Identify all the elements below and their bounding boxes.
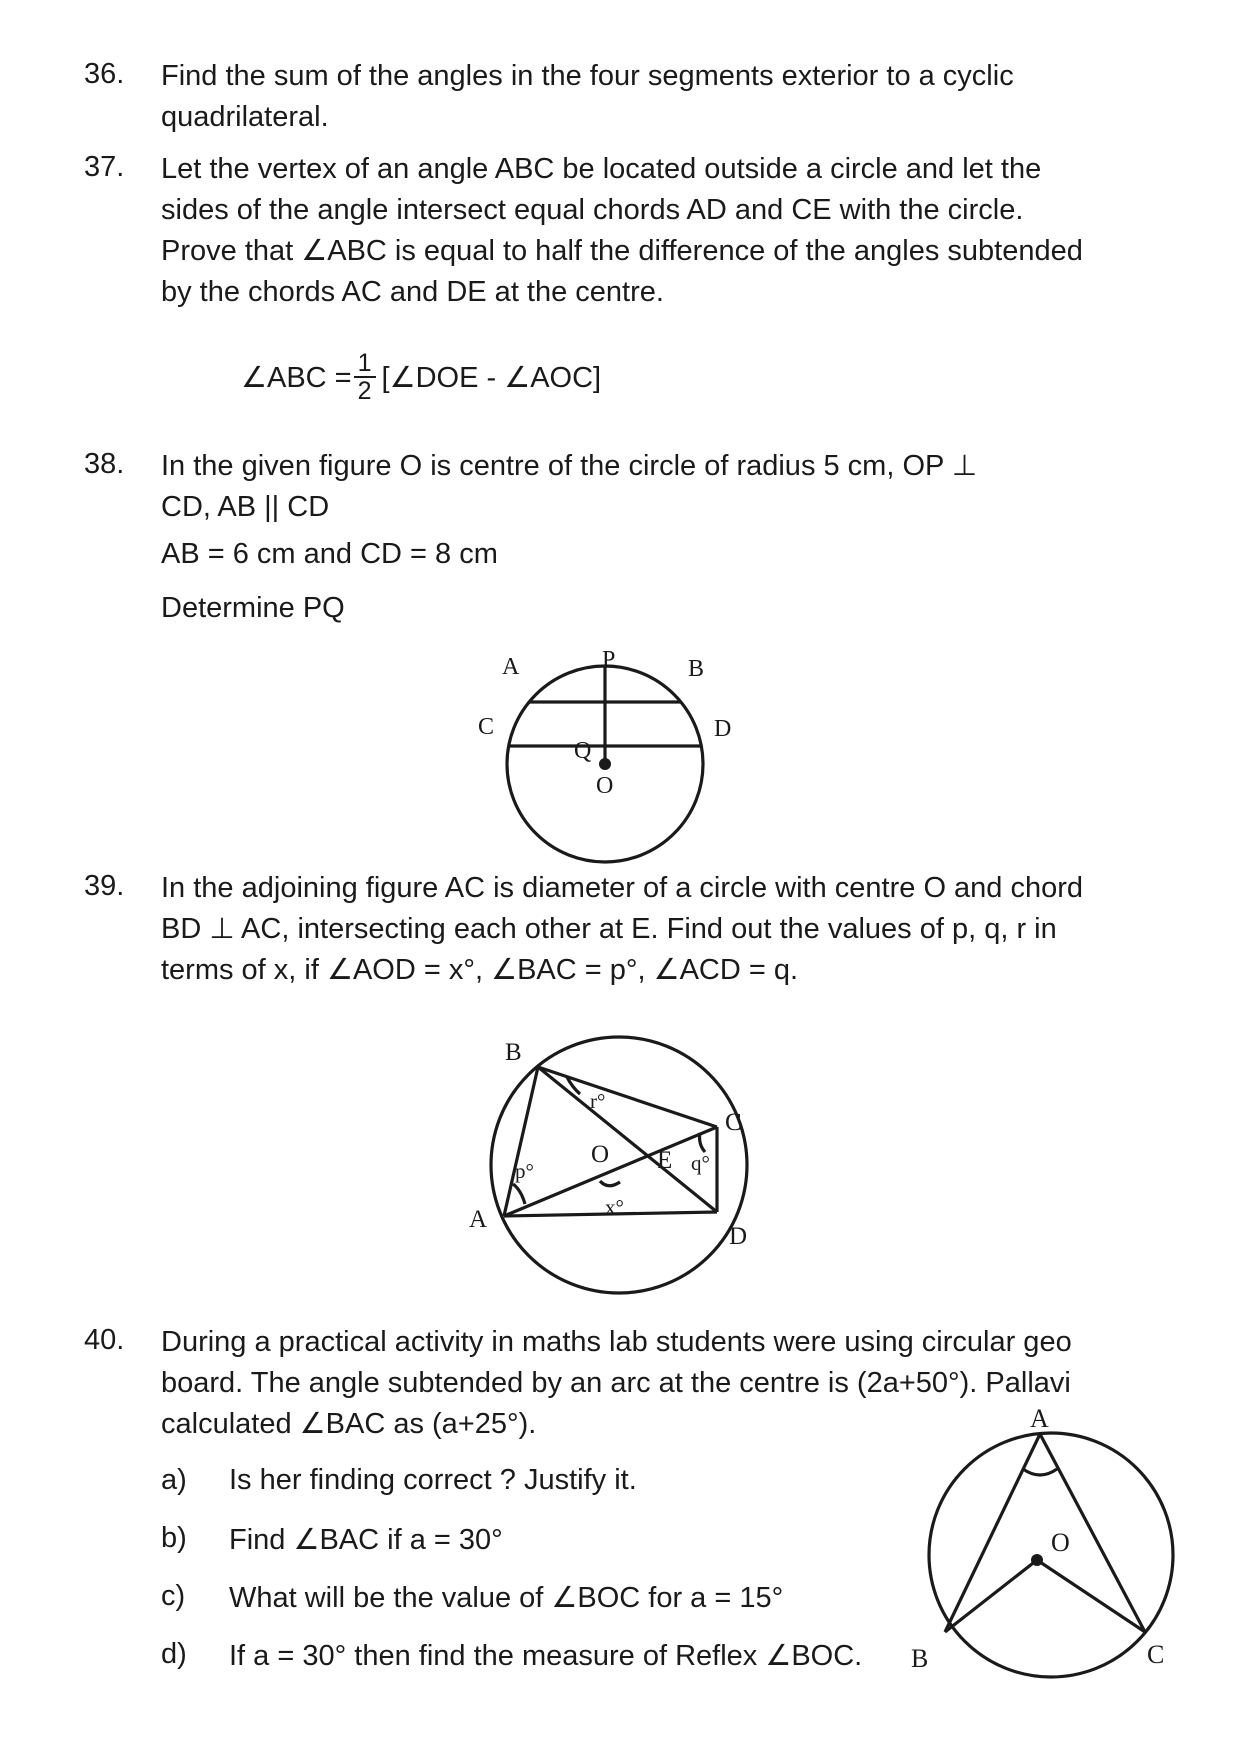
label-d: D (714, 716, 732, 742)
label-d: D (729, 1223, 748, 1250)
label-p: P (602, 647, 616, 673)
sub-question-label: d) (161, 1638, 187, 1670)
label-o: O (591, 1141, 610, 1168)
label-b: B (505, 1039, 522, 1066)
label-q: Q (574, 738, 592, 764)
question-text (161, 868, 1136, 991)
centre-point (1031, 1554, 1043, 1566)
label-x: x° (605, 1195, 624, 1219)
sub-question-text: If a = 30° then find the measure of Reflex ∠BOC. (229, 1640, 863, 1672)
label-a: A (1030, 1405, 1049, 1433)
circle-figure-q39 (455, 1030, 785, 1300)
segment-oc (1037, 1560, 1145, 1632)
circle-figure-q40 (905, 1405, 1195, 1695)
text-line: In the given figure O is centre of the circle of radius 5 cm, OP ⊥ (161, 450, 978, 482)
text-line: Find the sum of the angles in the four segments exterior to a cyclic (161, 60, 1014, 92)
circle-figure-q38 (470, 640, 750, 880)
label-o: O (1051, 1528, 1070, 1557)
sub-question-text: Is her finding correct ? Justify it. (229, 1464, 637, 1496)
question-number: 38. (84, 448, 125, 480)
question-number: 40. (84, 1324, 125, 1356)
segment-ob (945, 1560, 1037, 1632)
sub-question-label: a) (161, 1464, 187, 1496)
sub-question-text: Find ∠BAC if a = 30° (229, 1524, 503, 1556)
text-line: board. The angle subtended by an arc at the centre is (2a+50°). Pallavi (161, 1367, 1071, 1399)
equation (241, 350, 601, 404)
angle-arc-p (513, 1184, 525, 1204)
segment-ab (945, 1434, 1040, 1632)
label-b: B (688, 656, 705, 682)
sub-question-label: b) (161, 1522, 187, 1554)
label-a: A (469, 1206, 488, 1233)
text-line: calculated ∠BAC as (a+25°). (161, 1408, 537, 1440)
question-text (161, 446, 1136, 528)
text-line: sides of the angle intersect equal chords AD and CE with the circle. (161, 194, 1024, 226)
label-b: B (911, 1644, 929, 1673)
text-line: BD ⊥ AC, intersecting each other at E. Find out the values of p, q, r in (161, 913, 1057, 945)
sub-question-label: c) (161, 1580, 186, 1612)
text-line: CD, AB || CD (161, 491, 330, 523)
centre-point (599, 758, 611, 770)
text-line: Let the vertex of an angle ABC be located outside a circle and let the (161, 153, 1042, 185)
segment-bc (538, 1067, 717, 1127)
question-number: 39. (84, 870, 125, 902)
sub-question-text: What will be the value of ∠BOC for a = 15° (229, 1582, 784, 1614)
label-c: C (478, 714, 495, 740)
angle-arc-q (700, 1133, 705, 1152)
label-a: A (502, 654, 520, 680)
label-c: C (1147, 1640, 1165, 1669)
equation-right: [∠DOE - ∠AOC] (381, 361, 602, 394)
label-e: E (657, 1147, 673, 1174)
given-values: AB = 6 cm and CD = 8 cm (161, 538, 498, 570)
label-c: C (725, 1109, 742, 1136)
text-line: terms of x, if ∠AOD = x°, ∠BAC = p°, ∠ACD = q. (161, 954, 799, 986)
label-o: O (596, 773, 614, 799)
question-text (161, 56, 1136, 138)
equation-left: ∠ABC = (241, 361, 352, 394)
text-line: During a practical activity in maths lab students were using circular geo (161, 1326, 1072, 1358)
question-number: 36. (84, 58, 125, 90)
angle-arc-a (1023, 1469, 1057, 1475)
label-p: p° (515, 1159, 534, 1183)
question-text (161, 149, 1136, 313)
text-line: Prove that ∠ABC is equal to half the difference of the angles subtended (161, 235, 1083, 267)
text-line: quadrilateral. (161, 101, 329, 133)
fraction-numerator: 1 (354, 350, 376, 378)
label-r: r° (590, 1089, 606, 1113)
text-line: In the adjoining figure AC is diameter of a circle with centre O and chord (161, 872, 1084, 904)
angle-arc-x (600, 1181, 620, 1186)
fraction-denominator: 2 (357, 377, 372, 405)
text-line: by the chords AC and DE at the centre. (161, 276, 664, 308)
fraction-half (354, 350, 376, 404)
question-number: 37. (84, 151, 125, 183)
label-q: q° (691, 1151, 710, 1175)
task-line: Determine PQ (161, 592, 345, 624)
